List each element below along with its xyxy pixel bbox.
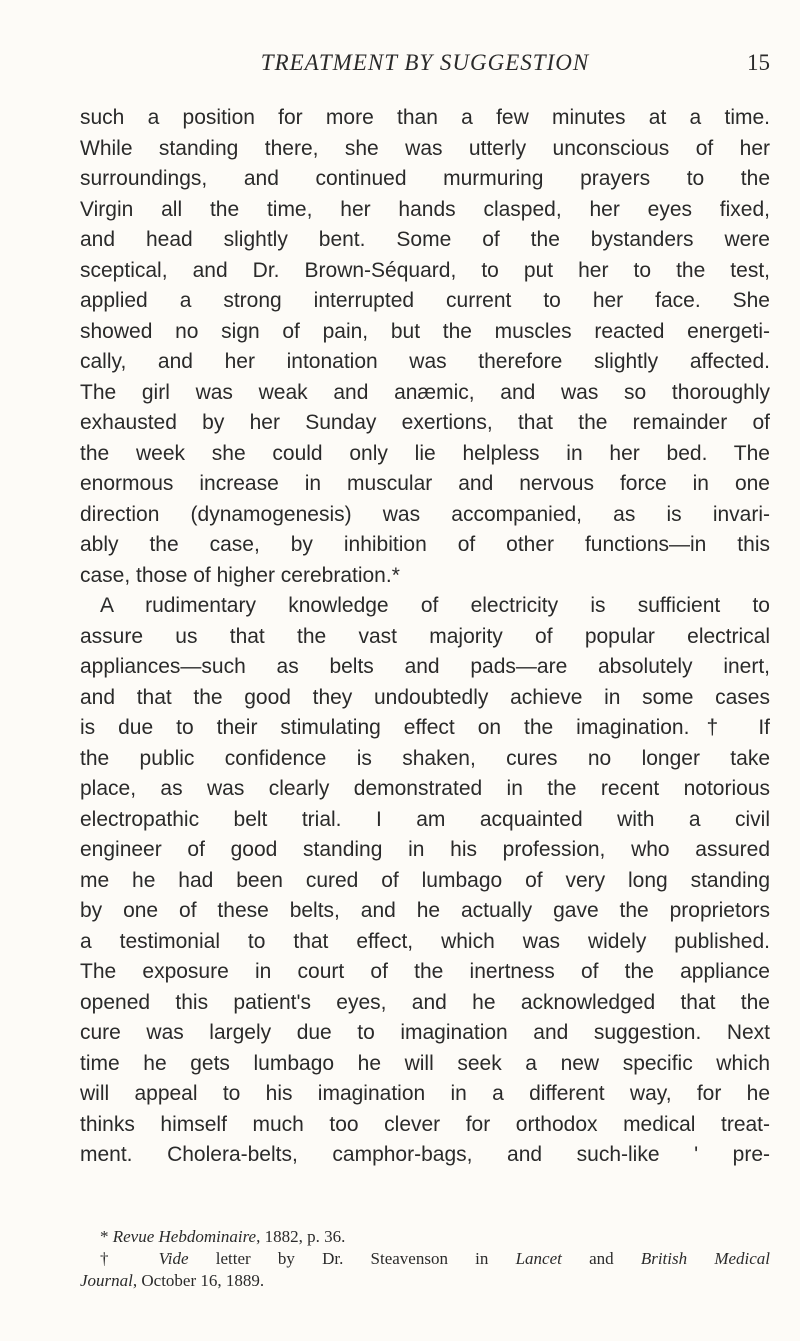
- footnote-1-mark: *: [100, 1227, 109, 1246]
- text-line: me he had been cured of lumbago of very long standing: [80, 868, 770, 892]
- text-line: time he gets lumbago he will seek a new specific which: [80, 1051, 770, 1075]
- text-line: assure us that the vast majority of popular electrical: [80, 624, 770, 648]
- footnote-2-text: letter by Dr. Steavenson in: [188, 1249, 516, 1268]
- text-line: opened this patient's eyes, and he acknowledged that the: [80, 990, 770, 1014]
- text-line: thinks himself much too clever for orthodox medical treat-: [80, 1112, 770, 1136]
- text-line: A rudimentary knowledge of electricity is sufficient to: [100, 594, 770, 617]
- page-number: 15: [747, 50, 770, 75]
- running-header: [80, 46, 770, 86]
- paragraph-1: [80, 103, 770, 591]
- text-line: is due to their stimulating effect on the imagination.† If: [80, 716, 770, 739]
- text-line: direction (dynamogenesis) was accompanied, as is invari-: [80, 502, 770, 526]
- footnote-1: [80, 1226, 770, 1248]
- text-line: cure was largely due to imagination and suggestion. Next: [80, 1021, 770, 1044]
- text-line: cally, and her intonation was therefore slightly affected.: [80, 350, 770, 373]
- text-line: appliances—such as belts and pads—are absolutely inert,: [80, 655, 770, 678]
- text-line: ment. Cholera-belts, camphor-bags, and such-like ' pre-: [80, 1143, 770, 1166]
- footnote-2-date: , October 16, 1889.: [132, 1271, 265, 1290]
- text-line: the public confidence is shaken, cures no longer take: [80, 746, 770, 770]
- text-line: sceptical, and Dr. Brown-Séquard, to put her to the test,: [80, 258, 770, 282]
- text-line: applied a strong interrupted current to her face. She: [80, 289, 770, 312]
- footnote-1-citation: , 1882, p. 36.: [256, 1227, 346, 1246]
- text-line: showed no sign of pain, but the muscles reacted energeti-: [80, 319, 770, 343]
- text-line: such a position for more than a few minutes at a time.: [80, 106, 770, 129]
- text-line: ably the case, by inhibition of other functions—in this: [80, 533, 770, 556]
- text-line: enormous increase in muscular and nervous force in one: [80, 472, 770, 495]
- text-line: exhausted by her Sunday exertions, that the remainder of: [80, 411, 770, 434]
- text-line: The girl was weak and anæmic, and was so thoroughly: [80, 380, 770, 404]
- text-line: and that the good they undoubtedly achieve in some cases: [80, 685, 770, 709]
- footnotes: [80, 1226, 770, 1292]
- footnote-2-bmj-1: British Medical: [640, 1249, 771, 1268]
- paragraph-2: [80, 591, 770, 1171]
- text-line: The exposure in court of the inertness of the appliance: [80, 960, 770, 983]
- footnote-1-source: Revue Hebdominaire: [112, 1227, 257, 1246]
- text-line: While standing there, she was utterly unconscious of her: [80, 136, 770, 160]
- footnote-2-lancet: Lancet: [515, 1249, 562, 1268]
- text-line: place, as was clearly demonstrated in the recent notorious: [80, 777, 770, 800]
- text-line: case, those of higher cerebration.*: [80, 563, 400, 587]
- text-line: electropathic belt trial. I am acquainted with a civil: [80, 807, 770, 831]
- footnote-2-bmj-2: Journal: [80, 1271, 133, 1290]
- text-line: surroundings, and continued murmuring prayers to the: [80, 167, 770, 190]
- text-line: by one of these belts, and he actually gave the proprietors: [80, 899, 770, 922]
- text-line: Virgin all the time, her hands clasped, her eyes fixed,: [80, 197, 770, 221]
- footnote-2-and: and: [561, 1249, 641, 1268]
- footnote-2-mark: †: [100, 1249, 132, 1268]
- running-title: TREATMENT BY SUGGESTION: [260, 50, 590, 75]
- text-line: engineer of good standing in his profession, who assured: [80, 838, 770, 861]
- body-text: [80, 103, 770, 1171]
- text-line: a testimonial to that effect, which was widely published.: [80, 929, 770, 953]
- text-line: and head slightly bent. Some of the bystanders were: [80, 228, 770, 251]
- text-line: the week she could only lie helpless in her bed. The: [80, 441, 770, 465]
- footnote-2: [80, 1248, 770, 1292]
- text-line: will appeal to his imagination in a different way, for he: [80, 1082, 770, 1105]
- footnote-2-vide: Vide: [158, 1249, 189, 1268]
